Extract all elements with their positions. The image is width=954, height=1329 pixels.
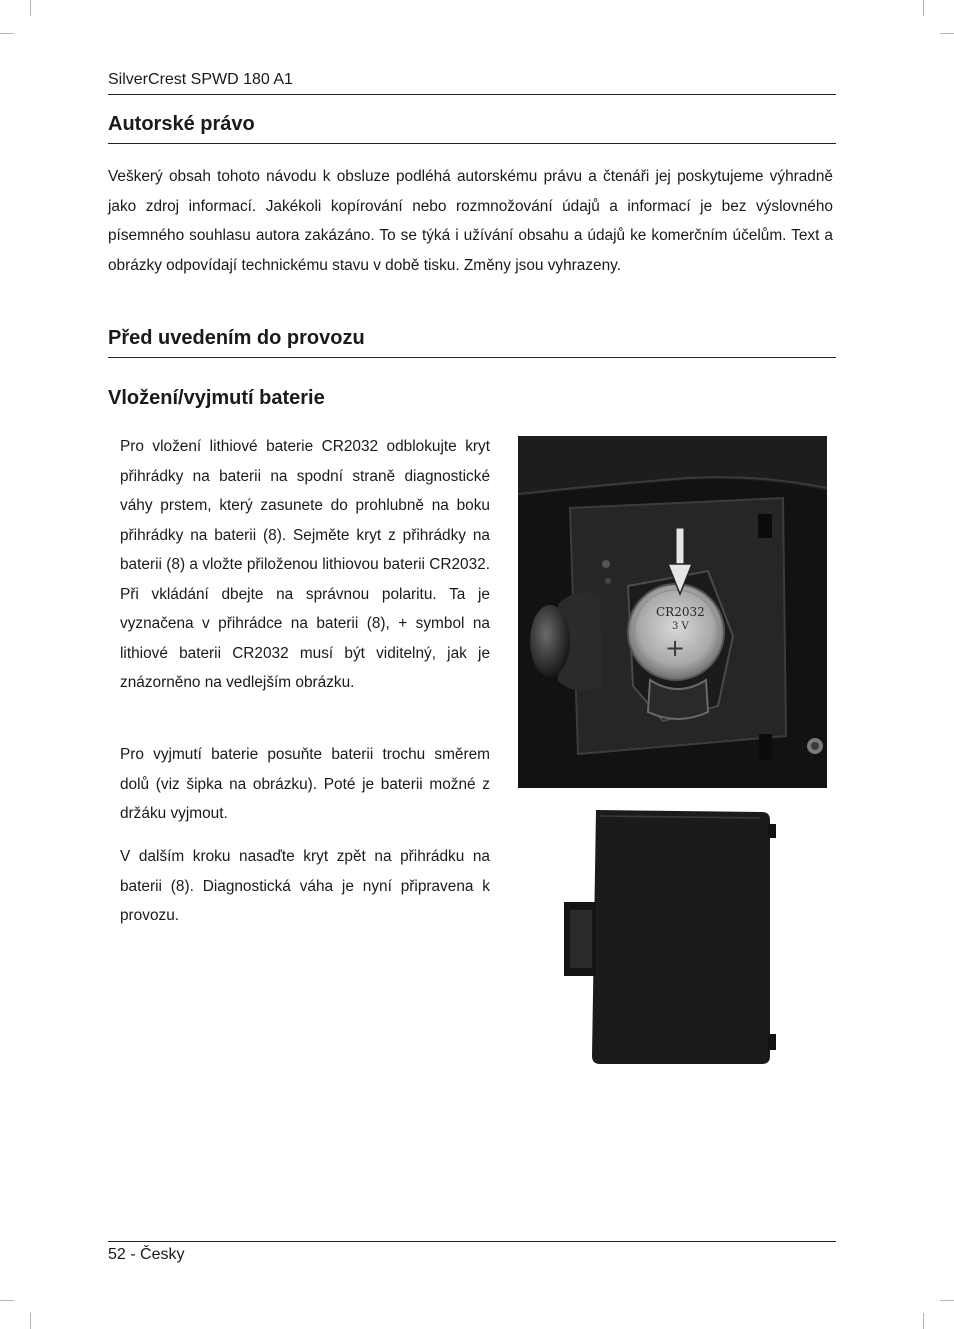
running-header: SilverCrest SPWD 180 A1 — [108, 71, 293, 88]
heading-battery: Vložení/vyjmutí baterie — [108, 387, 325, 409]
crop-mark — [923, 0, 924, 16]
crop-mark — [923, 1313, 924, 1329]
battery-paragraph-insert: Pro vložení lithiové baterie CR2032 odblokujte kryt přihrádky na baterii na spodní straně diagnostické váhy prstem, který zasunete do prohlubně na boku přihrádky na baterii (8). Sejměte kryt z přihrádky na baterii (8) a vložte přiloženou lithiovou baterii CR2032. Při vkládání dbejte na správnou polaritu. Ta je vyznačena v přihrádce na baterii (8), + symbol na lithiové baterii CR2032 musí být viditelný, jak je znázorněno na vedlejším obrázku. — [120, 438, 490, 691]
page-number: 52 - Česky — [108, 1246, 185, 1263]
battery-plus-symbol: + — [664, 634, 686, 662]
copyright-paragraph: Veškerý obsah tohoto návodu k obsluze podléhá autorskému právu a čtenáři jej poskytujeme výhradně jako zdroj informací. Jakékoli kopírování nebo rozmnožování údajů a informací je bez výslovného písemného souhlasu autora zakázáno. To se týká i užívání obsahu a údajů ke komerčním účelům. Text a obrázky odpovídají technickému stavu v době tisku. Změny jsou vyhrazeny. — [108, 168, 833, 274]
heading-copyright: Autorské právo — [108, 113, 255, 135]
battery-paragraph-remove: Pro vyjmutí baterie posuňte baterii trochu směrem dolů (viz šipka na obrázku). Poté je baterii možné z držáku vyjmout. — [120, 746, 490, 822]
battery-paragraph-cover: V dalším kroku nasaďte kryt zpět na přihrádku na baterii (8). Diagnostická váha je nyní připravena k provozu. — [120, 848, 490, 924]
heading-rule — [108, 357, 836, 358]
crop-mark — [30, 1313, 31, 1329]
battery-compartment-photo — [518, 436, 827, 788]
crop-mark — [940, 1300, 954, 1301]
header-rule — [108, 94, 836, 95]
battery-voltage: 3 V — [672, 621, 689, 632]
battery-cover-photo — [560, 806, 780, 1068]
heading-setup: Před uvedením do provozu — [108, 327, 365, 349]
crop-mark — [30, 0, 31, 16]
heading-rule — [108, 143, 836, 144]
crop-mark — [0, 1300, 14, 1301]
battery-label: CR2032 — [656, 605, 705, 619]
footer-rule — [108, 1241, 836, 1242]
crop-mark — [0, 33, 14, 34]
crop-mark — [940, 33, 954, 34]
